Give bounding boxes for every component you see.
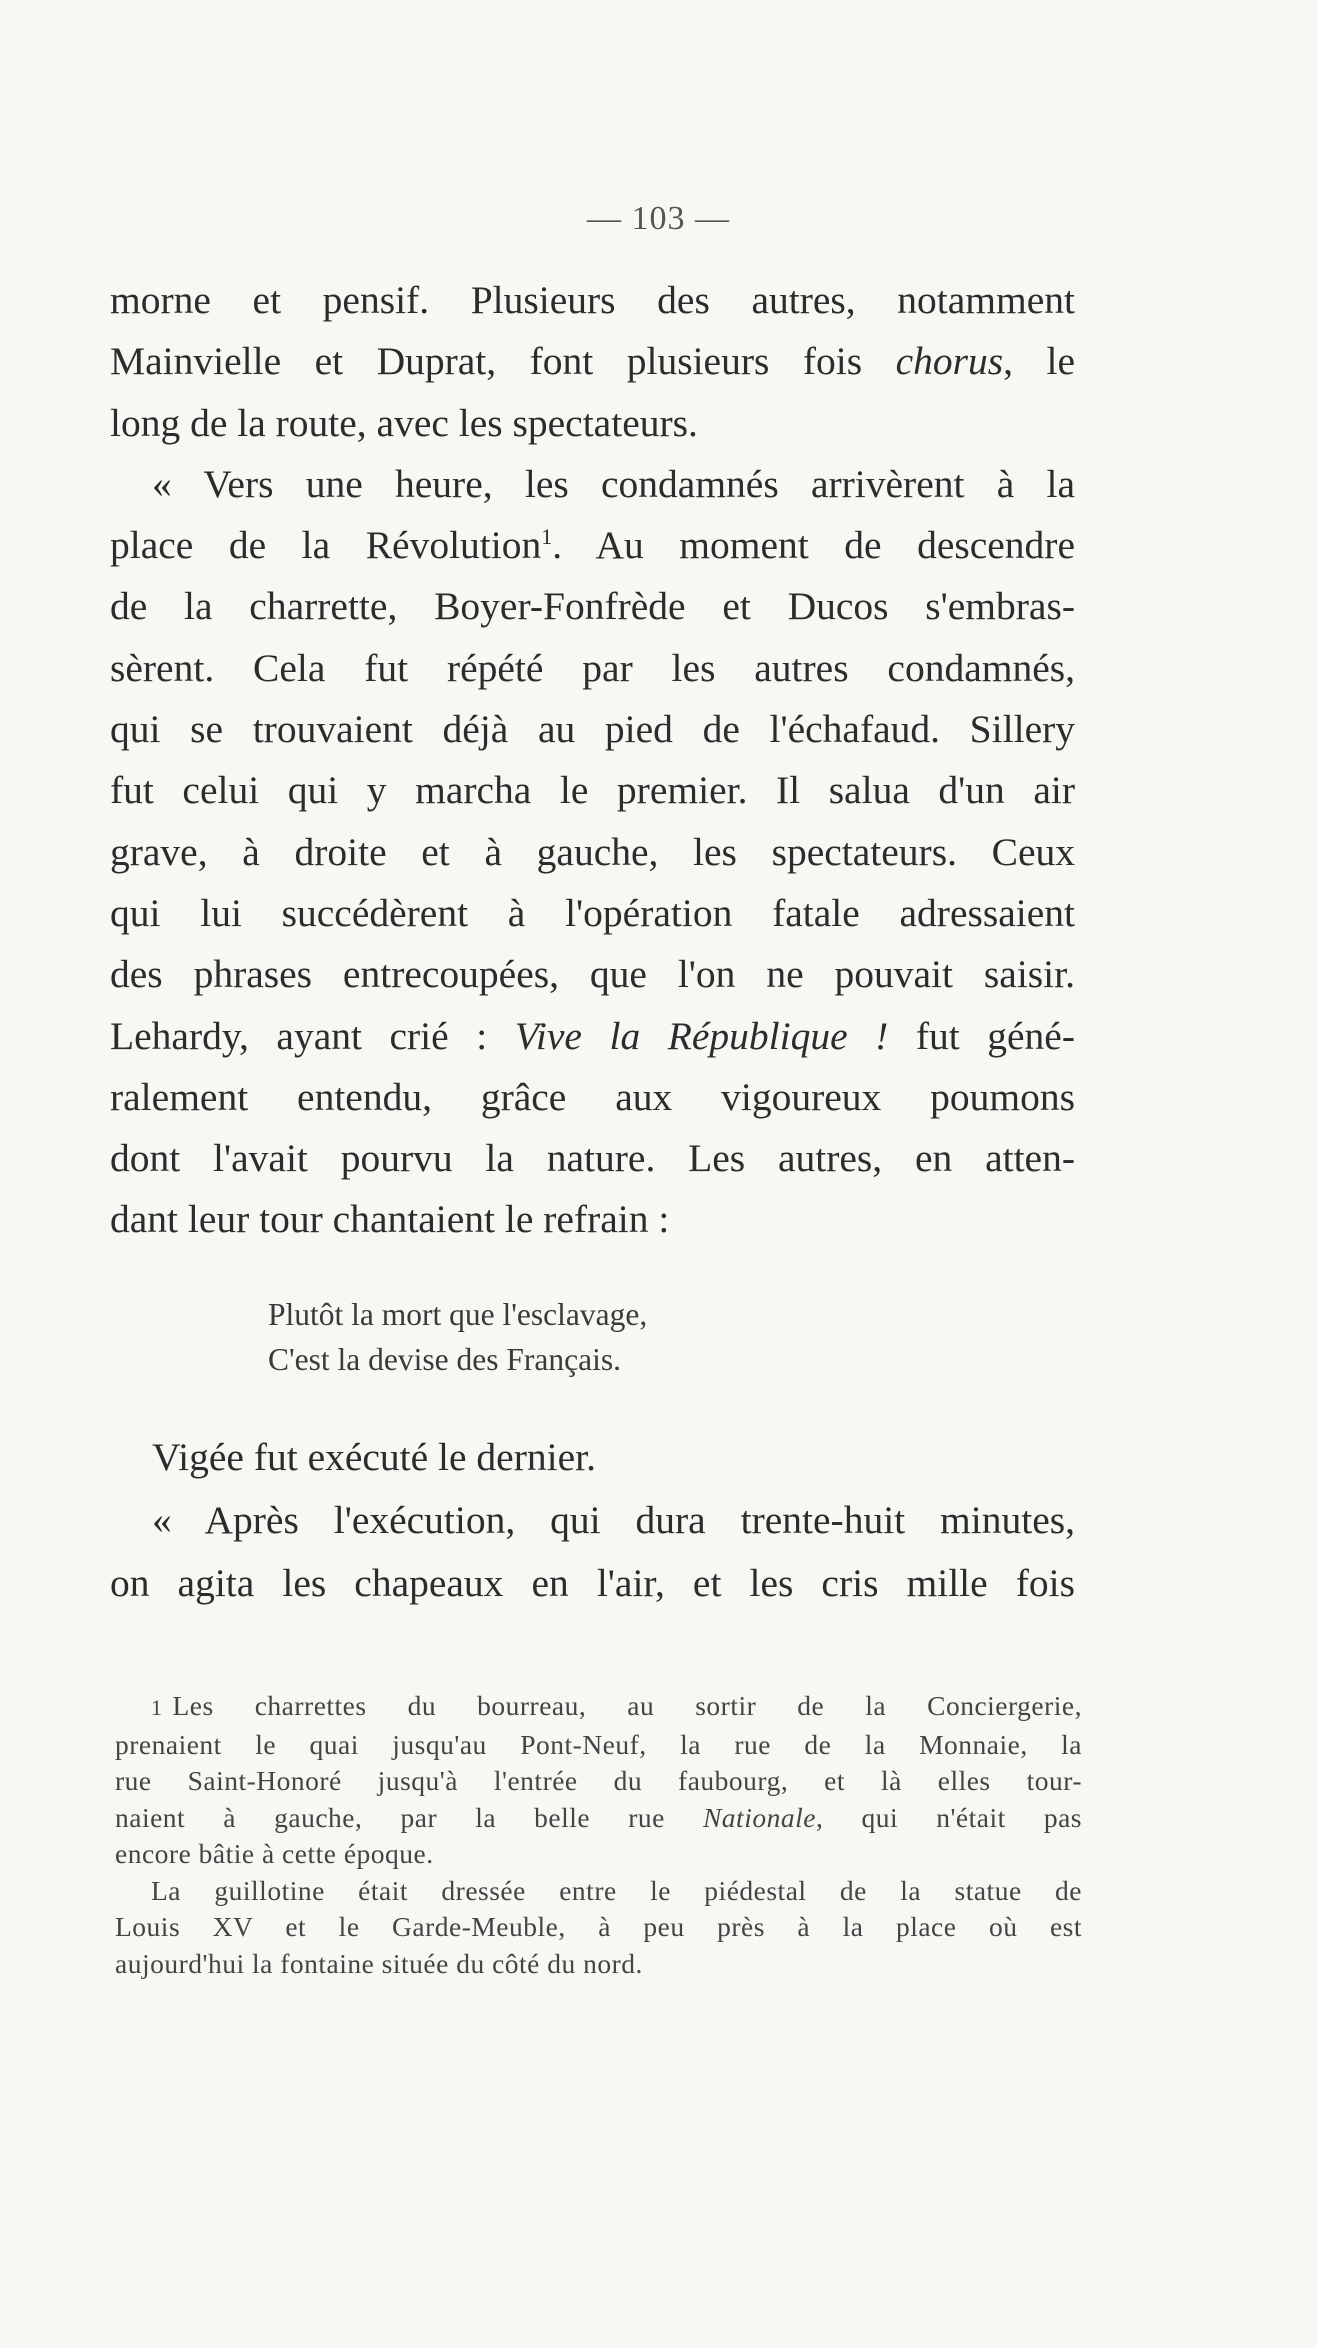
text-line: dont l'avait pourvu la nature. Les autres, en atten- <box>110 1136 1075 1181</box>
page-number: — 103 — <box>587 200 730 237</box>
text-line: « Après l'exécution, qui dura trente-huit minutes, <box>152 1498 1075 1542</box>
footnote-line: aujourd'hui la fontaine située du côté du nord. <box>115 1947 643 1979</box>
footnote-line: rue Saint-Honoré jusqu'à l'entrée du faubourg, et là elles tour- <box>115 1765 1082 1796</box>
italic-word: Nationale <box>702 1801 816 1833</box>
text-line: « Vers une heure, les condamnés arrivèrent à la <box>152 461 1075 506</box>
main-text-block <box>110 270 1075 1251</box>
text-line: sèrent. Cela fut répété par les autres condamnés, <box>110 645 1075 690</box>
text-line: grave, à droite et à gauche, les spectateurs. Ceux <box>110 829 1075 874</box>
verse-line: C'est la devise des Français. <box>268 1342 621 1377</box>
footnote-number: 1 <box>151 1695 163 1720</box>
text-line: de la charrette, Boyer-Fonfrède et Ducos s'embras- <box>110 584 1075 629</box>
text-line: des phrases entrecoupées, que l'on ne pouvait saisir. <box>110 952 1075 997</box>
italic-word: chorus <box>895 339 1004 384</box>
verse-quote <box>268 1292 647 1382</box>
text-line: fut celui qui y marcha le premier. Il salua d'un air <box>110 768 1075 813</box>
text-line: Lehardy, ayant crié : Vive la République ! fut géné- <box>110 1013 1075 1058</box>
text-line: ralement entendu, grâce aux vigoureux poumons <box>110 1074 1075 1119</box>
footnote-line: prenaient le quai jusqu'au Pont-Neuf, la rue de la Monnaie, la <box>115 1728 1082 1760</box>
footnote-line: Louis XV et le Garde-Meuble, à peu près à la place où est <box>115 1911 1082 1942</box>
footnote-line: La guillotine était dressée entre le piédestal de la statue de <box>151 1874 1082 1906</box>
text-line: qui lui succédèrent à l'opération fatale adressaient <box>110 890 1075 935</box>
verse-line: Plutôt la mort que l'esclavage, <box>268 1297 648 1332</box>
text-line: morne et pensif. Plusieurs des autres, notamment <box>110 278 1075 322</box>
text-line: Vigée fut exécuté le dernier. <box>152 1435 596 1479</box>
text-line: qui se trouvaient déjà au pied de l'échafaud. Sillery <box>110 707 1075 752</box>
text-line: place de la Révolution$^1$. Au moment de descendre <box>110 523 1075 568</box>
footnote-line: naient à gauche, par la belle rue Nationale, qui n'était pas <box>115 1801 1083 1833</box>
main-text-block-continued <box>110 1426 1075 1615</box>
text-line: dant leur tour chantaient le refrain : <box>110 1197 670 1242</box>
text-line: Mainvielle et Duprat, font plusieurs fois chorus, le <box>110 339 1075 384</box>
footnote-line: encore bâtie à cette époque. <box>115 1838 434 1869</box>
italic-phrase: Vive la République ! <box>514 1013 889 1058</box>
footnote-reference: 1 <box>541 524 553 550</box>
text-line: on agita les chapeaux en l'air, et les cris mille fois <box>110 1561 1075 1605</box>
footnotes <box>115 1688 1082 1982</box>
footnote-line: 1 Les charrettes du bourreau, au sortir de la Conciergerie, <box>151 1690 1082 1721</box>
text-line: long de la route, avec les spectateurs. <box>110 400 698 445</box>
